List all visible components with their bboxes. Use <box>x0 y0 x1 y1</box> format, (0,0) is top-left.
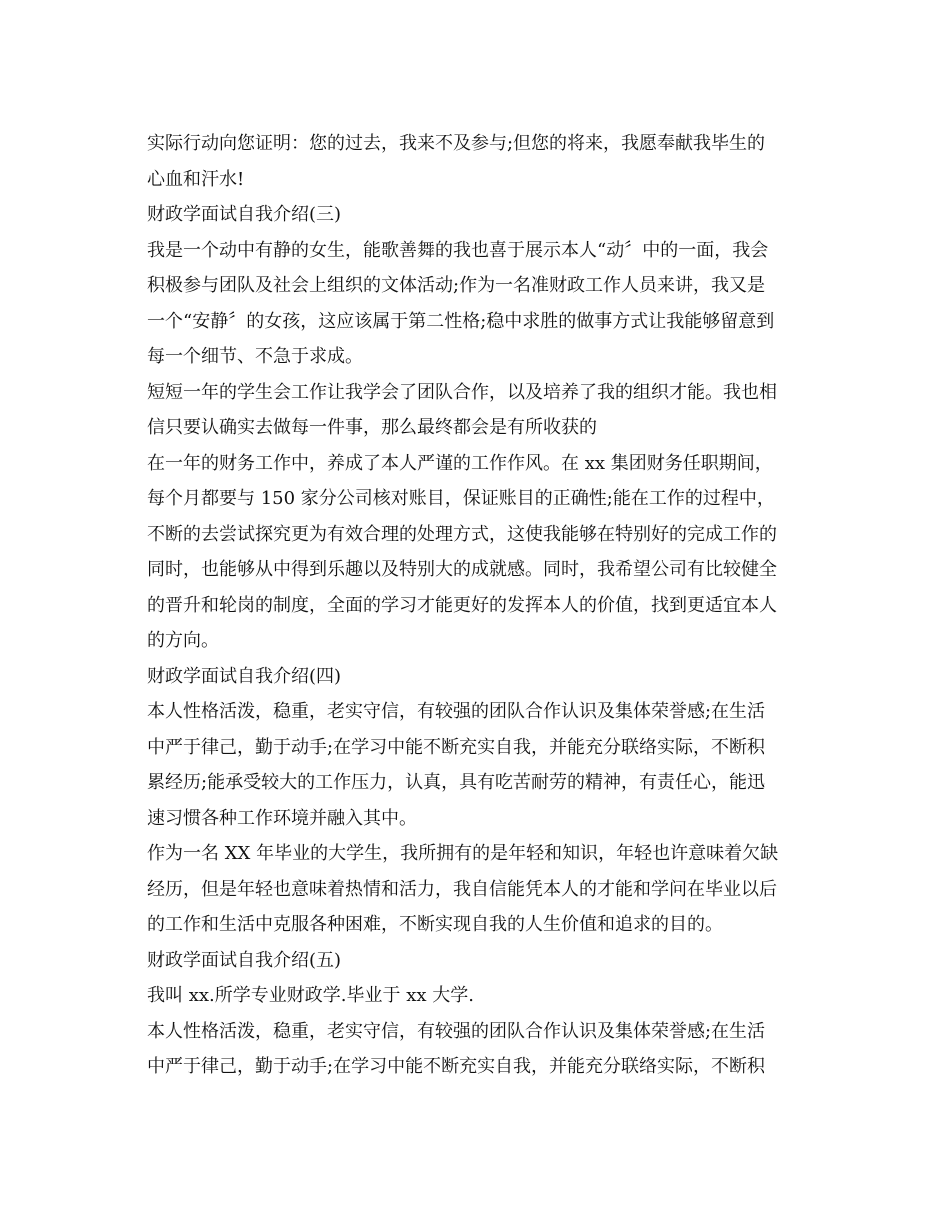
text-line: 的晋升和轮岗的制度，全面的学习才能更好的发挥本人的价值，找到更适宜本人 <box>147 594 777 616</box>
text-line: 中严于律己，勤于动手;在学习中能不断充实自我，并能充分联络实际，不断积 <box>147 736 766 758</box>
text-line: 在一年的财务工作中，养成了本人严谨的工作作风。在 xx 集团财务任职期间， <box>147 452 773 474</box>
text-line: 的工作和生活中克服各种困难，不断实现自我的人生价值和追求的目的。 <box>147 914 723 935</box>
text-line: 的方向。 <box>147 630 219 651</box>
text-line: 作为一名 XX 年毕业的大学生，我所拥有的是年轻和知识，年轻也许意味着欠缺 <box>147 843 779 864</box>
text-line: 积极参与团队及社会上组织的文体活动;作为一名准财政工作人员来讲，我又是 <box>147 275 766 296</box>
text-line: 短短一年的学生会工作让我学会了团队合作，以及培养了我的组织才能。我也相 <box>147 381 777 403</box>
text-line: 每个月都要与 150 家分公司核对账目，保证账目的正确性;能在工作的过程中， <box>147 488 775 509</box>
text-line: 不断的去尝试探究更为有效合理的处理方式，这使我能够在特别好的完成工作的 <box>147 523 777 545</box>
text-line: 本人性格活泼，稳重，老实守信，有较强的团队合作认识及集体荣誉感;在生活 <box>147 701 766 722</box>
text-line: 每一个细节、不急于求成。 <box>147 346 363 367</box>
text-line: 本人性格活泼，稳重，老实守信，有较强的团队合作认识及集体荣誉感;在生活 <box>147 1020 766 1042</box>
text-line: 实际行动向您证明：您的过去，我来不及参与;但您的将来，我愿奉献我毕生的 <box>147 133 766 154</box>
text-line: 我是一个动中有静的女生，能歌善舞的我也喜于展示本人“动〞中的一面，我会 <box>147 239 769 261</box>
document-body <box>147 126 807 1085</box>
text-line: 一个“安静〞的女孩，这应该属于第二性格;稳中求胜的做事方式让我能够留意到 <box>147 310 775 332</box>
text-line: 同时，也能够从中得到乐趣以及特别大的成就感。同时，我希望公司有比较健全 <box>147 559 777 580</box>
section-heading: 财政学面试自我介绍(四) <box>147 665 342 687</box>
text-line: 速习惯各种工作环境并融入其中。 <box>147 807 417 829</box>
text-line: 心血和汗水! <box>147 168 245 190</box>
text-line: 信只要认确实去做每一件事，那么最终都会是有所收获的 <box>147 417 597 438</box>
text-line: 中严于律己，勤于动手;在学习中能不断充实自我，并能充分联络实际，不断积 <box>147 1056 766 1077</box>
text-line: 累经历;能承受较大的工作压力，认真，具有吃苦耐劳的精神，有责任心，能迅 <box>147 772 766 793</box>
section-heading: 财政学面试自我介绍(三) <box>147 204 342 225</box>
section-heading: 财政学面试自我介绍(五) <box>147 949 342 971</box>
text-line: 我叫 xx.所学专业财政学.毕业于 xx 大学. <box>147 985 474 1006</box>
text-line: 经历，但是年轻也意味着热情和活力，我自信能凭本人的才能和学问在毕业以后 <box>147 878 777 900</box>
